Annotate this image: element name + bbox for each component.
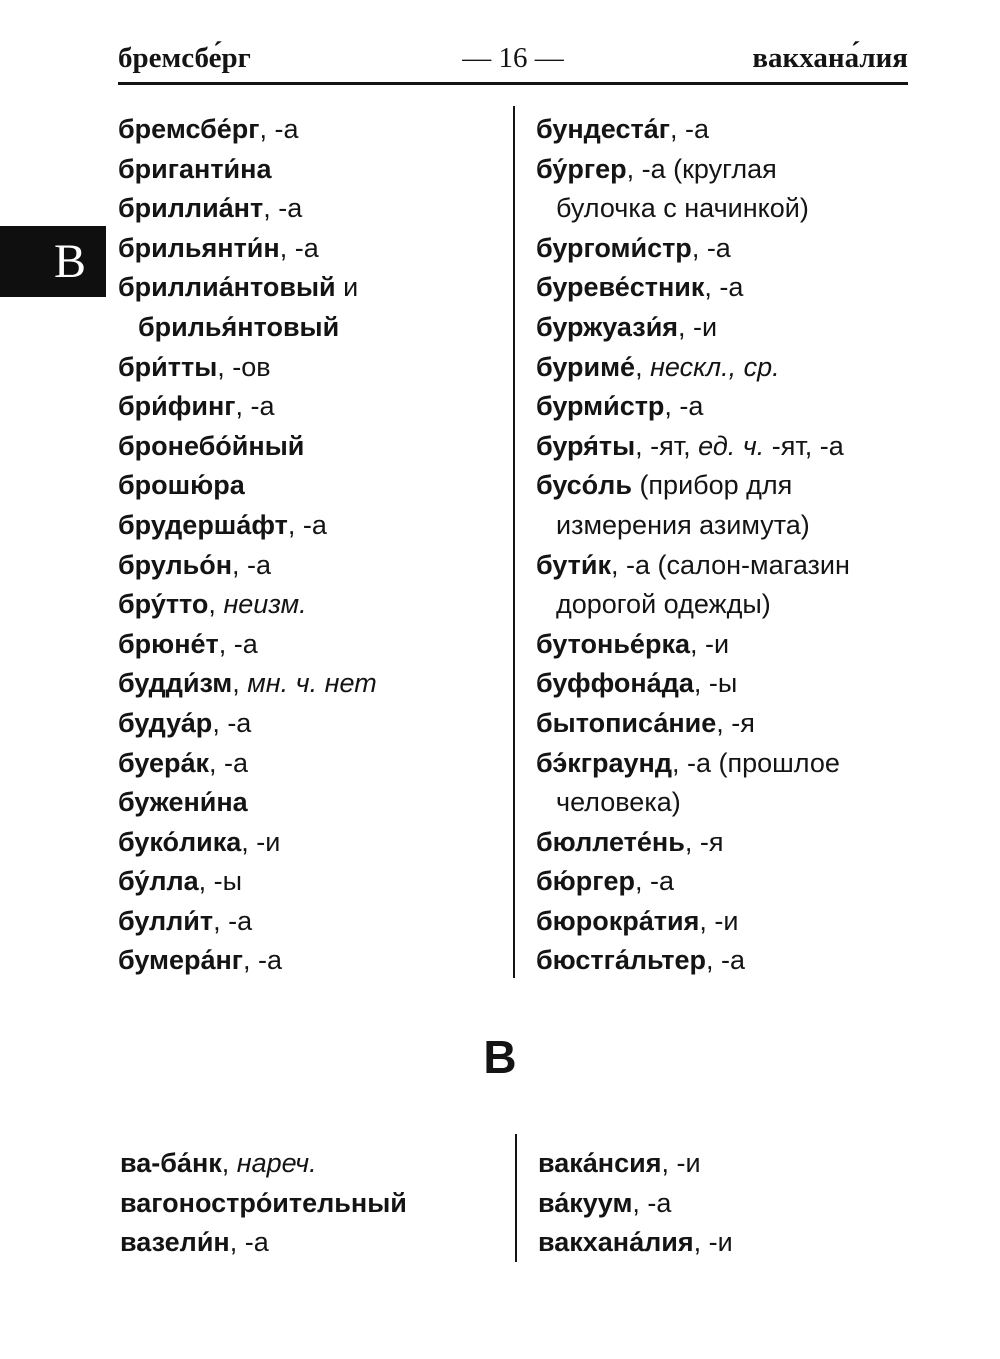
- entry-grammar: , -а: [691, 232, 731, 263]
- headword: бурми́стр: [536, 391, 665, 422]
- entry-continuation: [536, 585, 936, 625]
- dictionary-entry: [118, 823, 518, 863]
- dictionary-entry: [536, 625, 936, 665]
- entry-grammar: , -ы: [693, 668, 738, 699]
- entry-column-left-bottom: [120, 1144, 520, 1263]
- entry-grammar: ,: [232, 668, 248, 699]
- headword: бронебо́йный: [118, 430, 305, 461]
- header-rule: [118, 82, 908, 85]
- headword-variant: брилья́нтовый: [138, 311, 340, 342]
- entry-grammar: , -я: [716, 707, 755, 738]
- dictionary-entry: [118, 704, 518, 744]
- headword: булли́т: [118, 905, 214, 936]
- headword: бру́тто: [118, 589, 209, 620]
- column-divider: [513, 106, 515, 978]
- dictionary-entry: [536, 427, 936, 467]
- dictionary-entry: [536, 268, 936, 308]
- entry-grammar: , -и: [241, 826, 281, 857]
- entry-grammar: , -а: [259, 114, 299, 144]
- entry-continuation: [536, 189, 936, 229]
- entry-grammar-note: нескл., ср.: [650, 351, 780, 382]
- dictionary-entry: [536, 546, 936, 625]
- entry-grammar-note: неизм.: [223, 589, 307, 620]
- headword: бутонье́рка: [536, 628, 690, 659]
- headword: бюллете́нь: [536, 826, 685, 857]
- entry-grammar: , -а: [235, 391, 275, 422]
- entry-grammar: , -ят,: [635, 430, 699, 461]
- entry-continuation: [118, 308, 518, 348]
- dictionary-entry: [118, 150, 518, 190]
- running-header: [118, 42, 908, 82]
- headword: брюне́т: [118, 628, 219, 659]
- dictionary-entry: [118, 902, 518, 942]
- entry-grammar: ,: [221, 1148, 237, 1178]
- entry-grammar: , -а: [704, 272, 744, 303]
- entry-column-right-bottom: [538, 1144, 938, 1263]
- dictionary-entry: [118, 466, 518, 506]
- dictionary-entry: [538, 1184, 938, 1224]
- entry-grammar: , -а: [243, 945, 283, 976]
- entry-grammar-note: ед. ч.: [698, 430, 765, 461]
- headword: бремсбе́рг: [118, 114, 260, 144]
- entry-grammar: и: [335, 272, 359, 303]
- page-number: — 16 —: [462, 42, 564, 74]
- headword: бургоми́стр: [536, 232, 692, 263]
- headword: брошю́ра: [118, 470, 245, 501]
- headword: бриганти́на: [118, 153, 272, 184]
- headword: бю́ргер: [536, 866, 635, 897]
- entry-grammar: , -а: [279, 232, 319, 263]
- guide-word-right: вакхана́лия: [752, 42, 908, 74]
- headword: брильянти́н: [118, 232, 280, 263]
- headword: будди́зм: [118, 668, 233, 699]
- dictionary-entry: [536, 110, 936, 150]
- entry-gloss: человека): [556, 787, 681, 818]
- headword: вазели́н: [120, 1227, 230, 1258]
- headword: брудерша́фт: [118, 509, 288, 540]
- dictionary-entry: [118, 189, 518, 229]
- headword: бусо́ль: [536, 470, 632, 501]
- entry-grammar: , -ов: [217, 351, 271, 382]
- dictionary-entry: [536, 744, 936, 823]
- dictionary-entry: [118, 941, 518, 981]
- entry-grammar: , -а (круглая: [626, 153, 777, 184]
- section-heading: В: [483, 1031, 517, 1083]
- entry-grammar: , -я: [684, 826, 724, 857]
- entry-grammar: , -и: [678, 311, 718, 342]
- headword: бриллиа́нт: [118, 193, 264, 224]
- entry-grammar: , -а: [263, 193, 303, 224]
- dictionary-entry: [120, 1184, 520, 1224]
- dictionary-entry: [536, 664, 936, 704]
- headword: буффона́да: [536, 668, 694, 699]
- entry-column-right: [536, 110, 936, 981]
- headword: бу́ргер: [536, 153, 627, 184]
- headword: буера́к: [118, 747, 210, 778]
- entry-grammar: , -а: [664, 391, 704, 422]
- dictionary-entry: [118, 110, 518, 150]
- headword: бюрокра́тия: [536, 905, 700, 936]
- dictionary-entry: [536, 348, 936, 388]
- headword: вагоностро́ительный: [120, 1187, 407, 1218]
- entry-continuation: [536, 506, 936, 546]
- headword: бриллиа́нтовый: [118, 272, 336, 303]
- dictionary-entry: [118, 348, 518, 388]
- dictionary-entry: [538, 1144, 938, 1184]
- column-divider-bottom: [515, 1134, 517, 1262]
- headword: будуа́р: [118, 707, 213, 738]
- headword: бэ́кграунд: [536, 747, 672, 778]
- dictionary-entry: [536, 941, 936, 981]
- entry-grammar: , -а: [229, 1227, 269, 1258]
- dictionary-entry: [536, 150, 936, 229]
- entry-grammar: , -а: [287, 509, 327, 540]
- dictionary-entry: [118, 546, 518, 586]
- headword: буреве́стник: [536, 272, 705, 303]
- headword: бюстга́льтер: [536, 945, 706, 976]
- headword: вакхана́лия: [538, 1227, 694, 1258]
- entry-grammar: , -а (салон-магазин: [611, 549, 850, 580]
- headword: буржуази́я: [536, 311, 679, 342]
- dictionary-entry: [536, 862, 936, 902]
- entry-grammar: , -а: [232, 549, 272, 580]
- headword: бути́к: [536, 549, 612, 580]
- dictionary-entry: [536, 229, 936, 269]
- entry-grammar: ,: [635, 351, 651, 382]
- entry-grammar: , -а: [632, 1187, 672, 1218]
- dictionary-entry: [536, 308, 936, 348]
- entry-grammar: -ят, -а: [764, 430, 844, 461]
- entry-gloss: булочка с начинкой): [556, 193, 809, 224]
- dictionary-entry: [536, 823, 936, 863]
- headword: ва-ба́нк: [120, 1148, 222, 1178]
- entry-grammar: (прибор для: [631, 470, 793, 501]
- entry-grammar: , -а (прошлое: [671, 747, 840, 778]
- headword: бужени́на: [118, 787, 248, 818]
- dictionary-entry: [536, 387, 936, 427]
- entry-grammar: , -а: [669, 114, 709, 144]
- entry-grammar: , -и: [689, 628, 730, 659]
- headword: вака́нсия: [538, 1148, 662, 1178]
- entry-grammar: ,: [208, 589, 224, 620]
- thumb-index-tab: В: [0, 226, 106, 297]
- headword: бу́лла: [118, 866, 199, 897]
- headword: бри́тты: [118, 351, 218, 382]
- dictionary-entry: [536, 704, 936, 744]
- dictionary-entry: [118, 268, 518, 347]
- dictionary-entry: [118, 506, 518, 546]
- dictionary-entry: [118, 664, 518, 704]
- entry-grammar: , -и: [661, 1148, 701, 1178]
- headword: буко́лика: [118, 826, 242, 857]
- dictionary-entry: [118, 744, 518, 784]
- headword: буриме́: [536, 351, 636, 382]
- headword: ва́куум: [538, 1187, 633, 1218]
- entry-grammar: , -и: [693, 1227, 733, 1258]
- entry-continuation: [536, 783, 936, 823]
- dictionary-entry: [118, 862, 518, 902]
- dictionary-entry: [118, 625, 518, 665]
- entry-gloss: измерения азимута): [556, 509, 810, 540]
- dictionary-entry: [118, 229, 518, 269]
- dictionary-entry: [536, 466, 936, 545]
- entry-grammar: , -а: [209, 747, 249, 778]
- dictionary-entry: [118, 783, 518, 823]
- entry-column-left: [118, 110, 518, 981]
- headword: бри́финг: [118, 391, 236, 422]
- headword: бумера́нг: [118, 945, 244, 976]
- entry-grammar: , -а: [213, 905, 253, 936]
- dictionary-entry: [118, 387, 518, 427]
- headword: бытописа́ние: [536, 707, 717, 738]
- headword: бундеста́г: [536, 114, 670, 144]
- entry-gloss: дорогой одежды): [556, 589, 771, 620]
- dictionary-entry: [120, 1144, 520, 1184]
- dictionary-entry: [118, 427, 518, 467]
- dictionary-entry: [120, 1223, 520, 1263]
- entry-grammar-note: мн. ч. нет: [247, 668, 377, 699]
- entry-grammar: , -а: [218, 628, 258, 659]
- guide-word-left: бремсбе́рг: [118, 42, 251, 74]
- entry-grammar: , -а: [212, 707, 252, 738]
- entry-grammar: , -и: [699, 905, 739, 936]
- entry-grammar: , -а: [706, 945, 746, 976]
- dictionary-entry: [536, 902, 936, 942]
- entry-grammar: , -ы: [198, 866, 243, 897]
- dictionary-entry: [118, 585, 518, 625]
- dictionary-entry: [538, 1223, 938, 1263]
- headword: буря́ты: [536, 430, 636, 461]
- entry-grammar: , -а: [634, 866, 674, 897]
- entry-grammar-note: нареч.: [236, 1148, 317, 1178]
- headword: брульо́н: [118, 549, 233, 580]
